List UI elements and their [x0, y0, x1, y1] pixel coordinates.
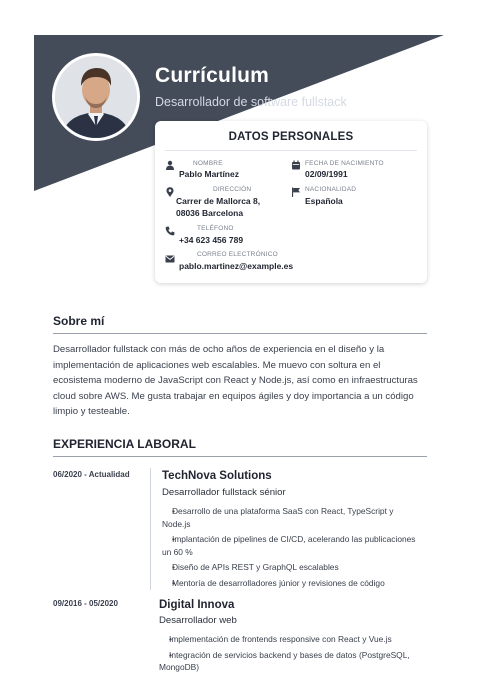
job-1-company: TechNova Solutions [162, 470, 272, 482]
job-2-role: Desarrollador web [159, 615, 237, 626]
calendar-icon [291, 160, 301, 170]
avatar [52, 53, 140, 141]
about-rule [53, 333, 427, 334]
envelope-icon [165, 254, 175, 264]
personal-data-card [155, 121, 427, 283]
job-2-company: Digital Innova [159, 599, 235, 611]
phone-label: TELÉFONO [197, 225, 234, 232]
about-heading: Sobre mí [53, 314, 105, 328]
location-pin-icon [165, 187, 175, 197]
job-1-dates: 06/2020 - Actualidad [53, 470, 130, 479]
profile-photo [55, 56, 137, 138]
timeline-line [150, 468, 151, 590]
list-item: • Desarrollo de una plataforma SaaS con React, TypeScript y Node.js [162, 505, 424, 530]
list-item: • Implantación de pipelines de CI/CD, acelerando las publicaciones un 60 % [162, 533, 424, 558]
job-2-dates: 09/2016 - 05/2020 [53, 599, 118, 608]
list-item: • Implementación de frontends responsive con React y Vue.js [159, 633, 427, 646]
job-1-bullets [162, 505, 424, 592]
list-item: • Mentoría de desarrolladores júnior y revisiones de código [162, 577, 424, 590]
page-title: Currículum [155, 64, 270, 87]
name-label: NOMBRE [193, 160, 223, 167]
experience-heading: EXPERIENCIA LABORAL [53, 437, 196, 451]
name-value: Pablo Martínez [179, 169, 239, 179]
phone-icon [165, 226, 175, 236]
job-1-role: Desarrollador fullstack sénior [162, 487, 286, 498]
experience-rule [53, 456, 427, 457]
email-label: CORREO ELECTRÓNICO [197, 251, 278, 258]
nationality-label: NACIONALIDAD [305, 186, 357, 193]
list-item: • Integración de servicios backend y bases de datos (PostgreSQL, MongoDB) [159, 649, 427, 674]
card-divider [165, 150, 417, 151]
address-line1: Carrer de Mallorca 8, [176, 196, 261, 206]
phone-value: +34 623 456 789 [179, 235, 244, 245]
list-item: • Diseño de APIs REST y GraphQL escalables [162, 561, 424, 574]
about-text: Desarrollador fullstack con más de ocho años de experiencia en el diseño y la implementación de aplicaciones web escalables. Me muevo con soltura en el ecosistema moderno de JavaScript con React y Node.js, así como en infraestructuras cloud sobre AWS. Me gusta trabajar en equipos ágiles y doy importancia a un código limpio y testeable. [53, 344, 418, 418]
email-value: pablo.martinez@example.es [179, 261, 294, 271]
personal-data-title: DATOS PERSONALES [228, 131, 354, 143]
nationality-value: Española [305, 196, 343, 206]
flag-icon [291, 187, 301, 197]
job-2-bullets [159, 633, 427, 677]
person-icon [165, 160, 175, 170]
page-subtitle: Desarrollador de software fullstack [155, 95, 347, 109]
address-line2: 08036 Barcelona [176, 208, 244, 218]
birth-value: 02/09/1991 [305, 169, 348, 179]
birth-label: FECHA DE NACIMIENTO [305, 160, 384, 167]
address-label: DIRECCIÓN [213, 186, 252, 193]
